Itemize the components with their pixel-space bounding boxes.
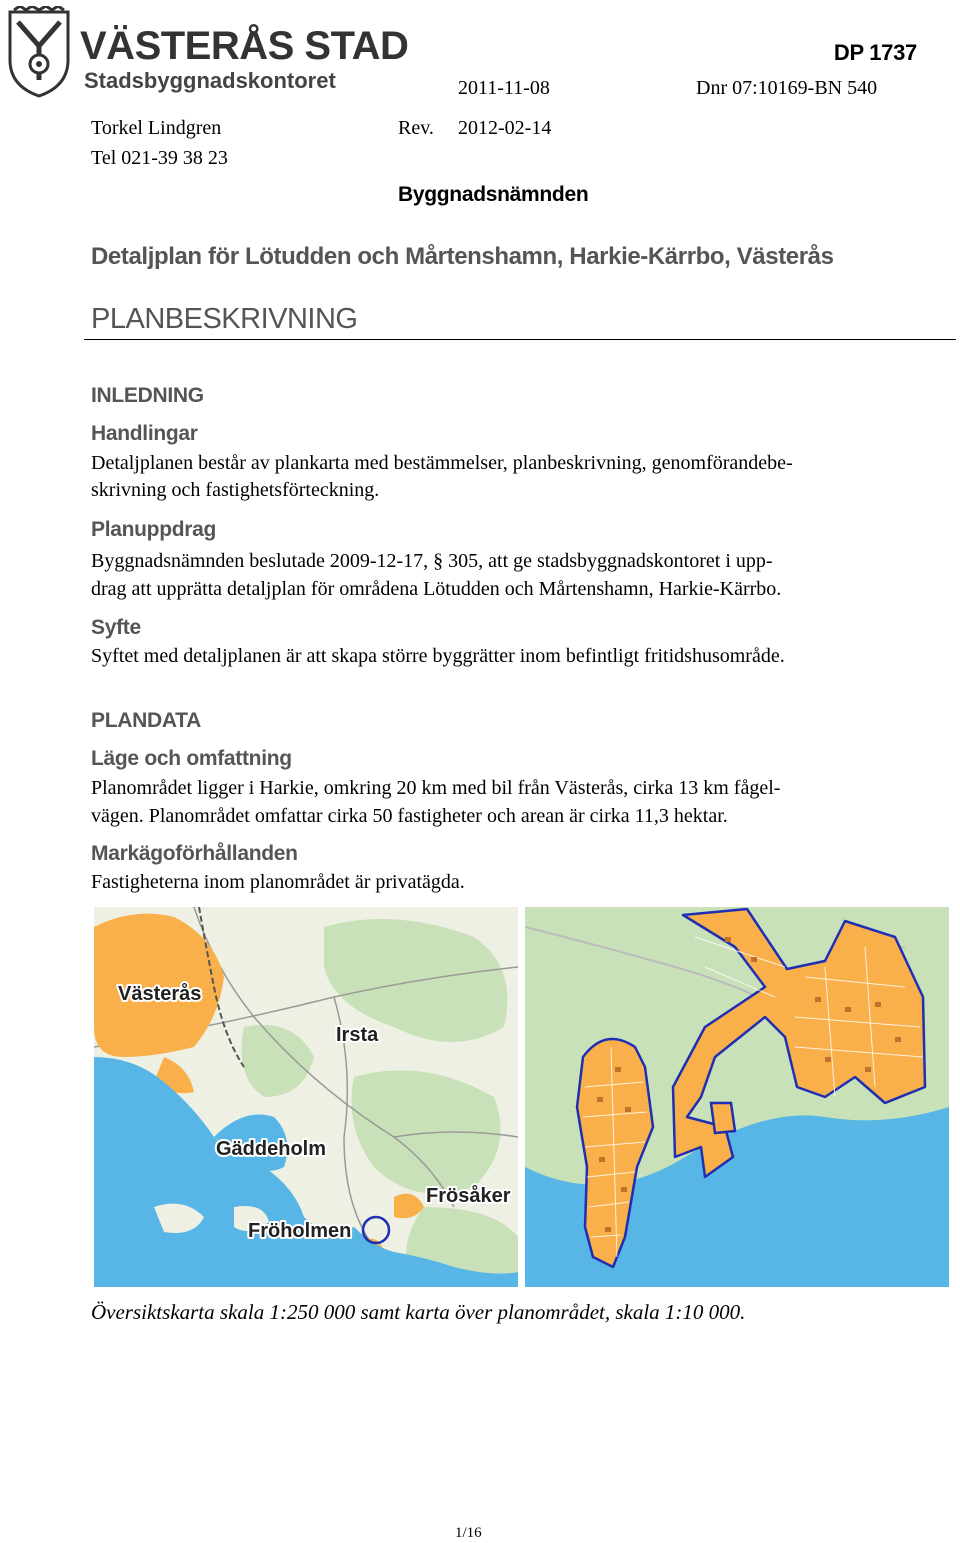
doc-date: 2011-11-08 [458, 77, 550, 99]
planuppdrag-text-line-2: drag att upprätta detaljplan för områdena Lötudden och Mårtenshamn, Harkie-Kärrbo. [91, 578, 782, 600]
map-caption: Översiktskarta skala 1:250 000 samt karta över planområdet, skala 1:10 000. [91, 1300, 746, 1324]
document-subtitle: PLANBESKRIVNING [91, 303, 358, 335]
heading-planuppdrag: Planuppdrag [91, 518, 217, 541]
title-divider [84, 339, 956, 340]
doc-code: DP 1737 [833, 40, 917, 65]
office-name: Stadsbyggnadskontoret [84, 68, 336, 93]
syfte-text: Syftet med detaljplanen är att skapa större byggrätter inom befintligt fritidshusområde. [91, 645, 785, 667]
rev-label: Rev. [398, 117, 434, 139]
handlingar-text-line-2: skrivning och fastighetsförteckning. [91, 479, 380, 501]
city-logo [6, 6, 409, 98]
heading-handlingar: Handlingar [91, 422, 198, 445]
heading-lage: Läge och omfattning [91, 747, 292, 770]
board-name: Byggnadsnämnden [398, 183, 589, 206]
handlingar-text-line-1: Detaljplanen består av plankarta med bestämmelser, planbeskrivning, genomförandebe- [91, 452, 793, 474]
rev-date: 2012-02-14 [458, 117, 552, 139]
label-froholmen: Fröholmen [248, 1220, 352, 1242]
label-vasteras: Västerås [118, 983, 202, 1005]
detail-map [525, 907, 949, 1287]
planuppdrag-text-line-1: Byggnadsnämnden beslutade 2009-12-17, § 305, att ge stadsbyggnadskontoret i upp- [91, 550, 773, 572]
section-plandata: PLANDATA [91, 709, 201, 732]
section-inledning: INLEDNING [91, 384, 204, 407]
label-irsta: Irsta [336, 1024, 379, 1046]
heading-markagoforhallanden: Markägoförhållanden [91, 842, 298, 865]
lage-text-line-2: vägen. Planområdet omfattar cirka 50 fastigheter och arean är cirka 11,3 hektar. [91, 805, 728, 827]
author: Torkel Lindgren [91, 117, 222, 139]
dnr: Dnr 07:10169-BN 540 [696, 77, 878, 99]
page-number: 1/16 [455, 1525, 482, 1541]
label-frosaker: Frösåker [426, 1185, 511, 1207]
city-crest-icon [6, 6, 72, 98]
markagoforhallanden-text: Fastigheterna inom planområdet är privatägda. [91, 871, 465, 893]
heading-syfte: Syfte [91, 616, 141, 639]
label-gaddeholm: Gäddeholm [216, 1138, 327, 1160]
overview-map [94, 907, 518, 1287]
city-name: VÄSTERÅS STAD [80, 24, 409, 68]
phone: Tel 021-39 38 23 [91, 147, 228, 169]
document-title: Detaljplan för Lötudden och Mårtenshamn, Harkie-Kärrbo, Västerås [91, 243, 834, 270]
lage-text-line-1: Planområdet ligger i Harkie, omkring 20 km med bil från Västerås, cirka 13 km fågel- [91, 777, 781, 799]
